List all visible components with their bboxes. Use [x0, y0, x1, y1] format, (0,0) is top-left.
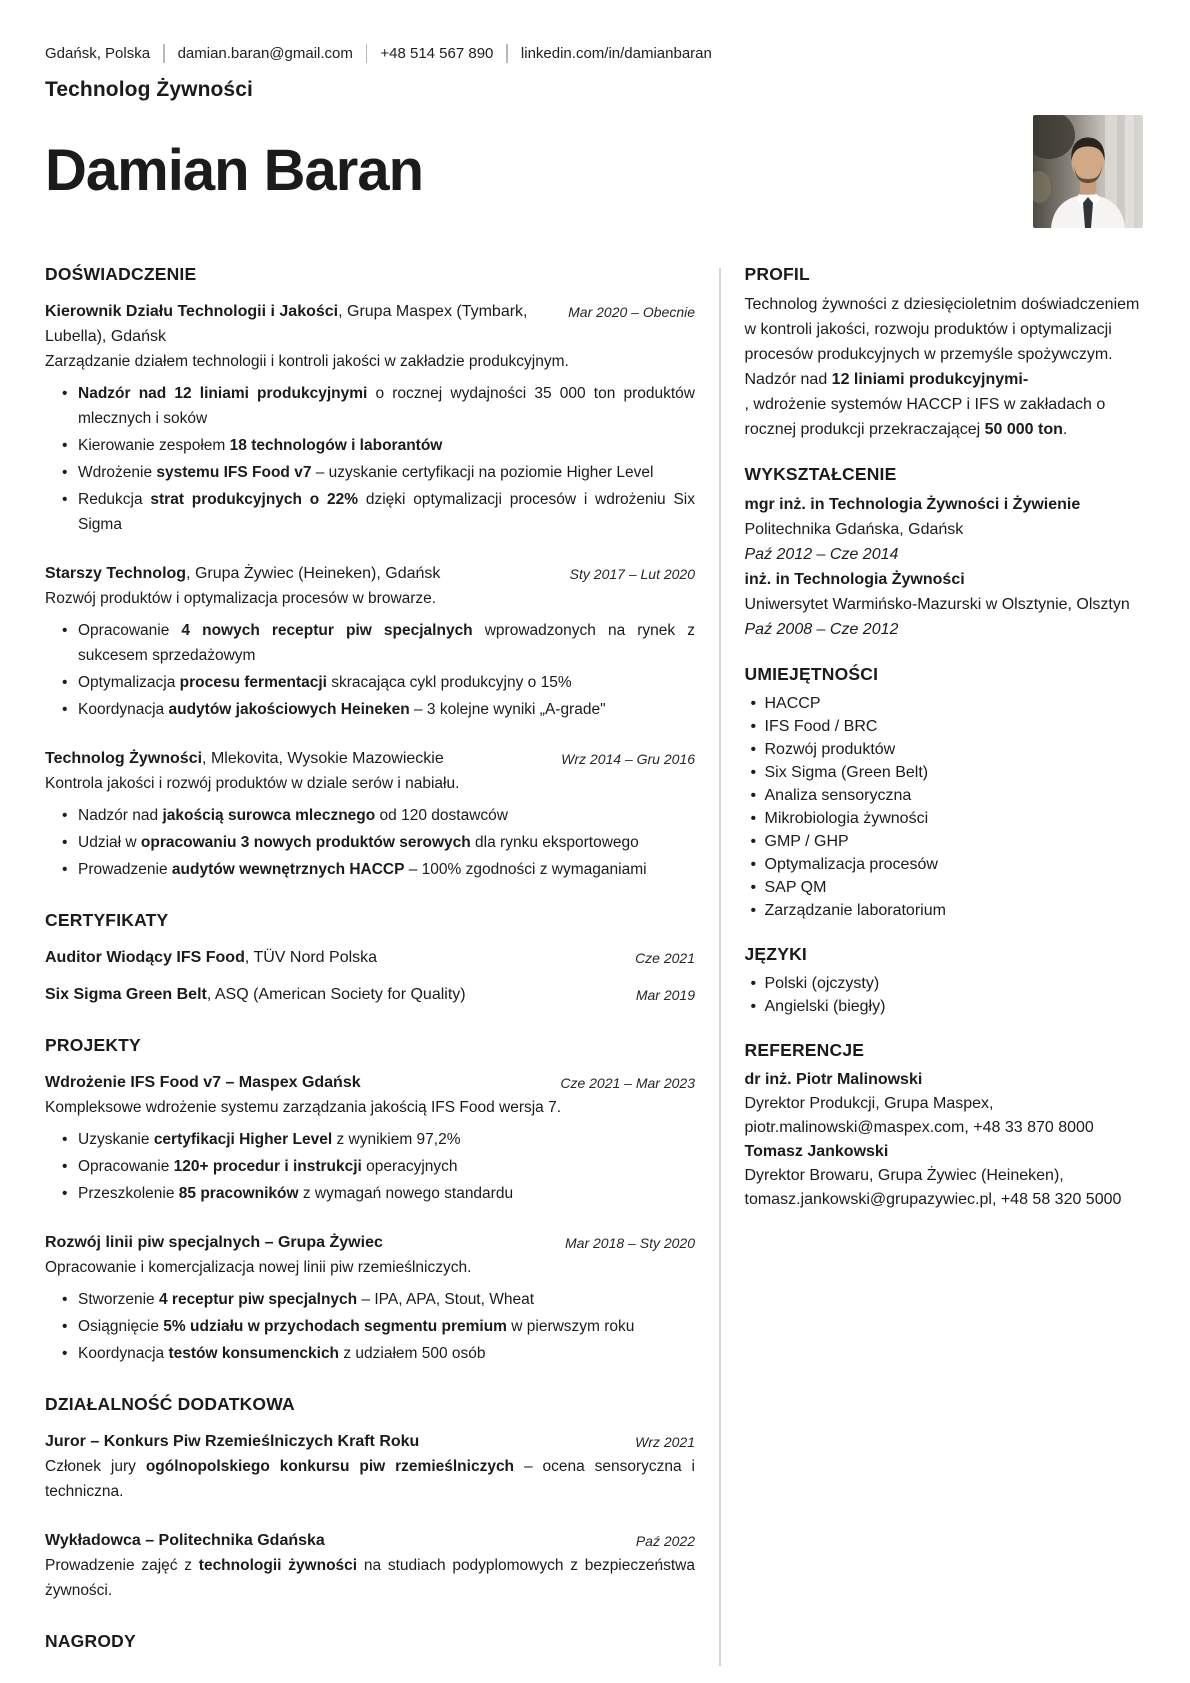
- skill-item: • Optymalizacja procesów: [765, 853, 1146, 876]
- entry-description: Rozwój produktów i optymalizacja procesów w browarze.: [45, 590, 437, 607]
- contact-row: [45, 44, 1145, 63]
- entry-date: Mar 2019: [635, 987, 695, 1003]
- bullet-item: • Przeszkolenie 85 pracowników z wymagań nowego standardu: [78, 1181, 695, 1206]
- section-heading: NAGRODY: [45, 1631, 136, 1651]
- skill-item: • IFS Food / BRC: [765, 715, 1146, 738]
- degree-title: mgr inż. in Technologia Żywności i Żywienie: [744, 496, 1081, 513]
- section-references: [745, 1040, 1146, 1212]
- entry-header: [45, 945, 695, 970]
- section-projects: [45, 1035, 695, 1366]
- section-heading: PROFIL: [744, 264, 810, 284]
- bullet-item: • Nadzór nad 12 liniami produkcyjnymi o rocznej wydajności 35 000 ton produktów mlecznych i soków: [78, 381, 695, 431]
- entry-date: Cze 2021 – Mar 2023: [560, 1075, 695, 1091]
- skills-list: [745, 692, 1146, 922]
- skill-item: • Analiza sensoryczna: [765, 784, 1146, 807]
- entry-title: Technolog Żywności, Mlekovita, Wysokie Mazowieckie: [45, 750, 444, 767]
- bullet-item: • Opracowanie 4 nowych receptur piw specjalnych wprowadzonych na rynek z sukcesem sprzedażowym: [78, 618, 695, 668]
- section-profile: [745, 264, 1146, 442]
- entry-description: Kontrola jakości i rozwój produktów w dziale serów i nabiału.: [45, 775, 460, 792]
- bullet-item: • Koordynacja audytów jakościowych Heineken – 3 kolejne wyniki „A-grade": [78, 697, 695, 722]
- entry: [45, 982, 695, 1007]
- entry-header: [45, 1429, 695, 1454]
- entry-date: Paź 2022: [635, 1533, 695, 1549]
- skill-item: • Zarządzanie laboratorium: [765, 899, 1146, 922]
- entry-title: Six Sigma Green Belt, ASQ (American Society for Quality): [45, 986, 466, 1003]
- entry-title: Wykładowca – Politechnika Gdańska: [45, 1532, 325, 1549]
- degree-title: inż. in Technologia Żywności: [744, 571, 965, 588]
- contact-separator: [366, 44, 368, 63]
- skill-item: • Six Sigma (Green Belt): [765, 761, 1146, 784]
- degree-school: Politechnika Gdańska, Gdańsk: [744, 521, 964, 538]
- section-heading: JĘZYKI: [744, 944, 807, 964]
- content-columns: [45, 264, 1145, 1666]
- skill-item: • Mikrobiologia żywności: [765, 807, 1146, 830]
- reference-entry: [745, 1068, 1146, 1140]
- entry-description: Członek jury ogólnopolskiego konkursu piw rzemieślniczych – ocena sensoryczna i techniczna.: [45, 1458, 695, 1500]
- bullet-item: • Udział w opracowaniu 3 nowych produktów serowych dla rynku eksportowego: [78, 830, 695, 855]
- bullet-item: • Koordynacja testów konsumenckich z udziałem 500 osób: [78, 1341, 695, 1366]
- section-entries: [45, 299, 695, 882]
- skill-item: • SAP QM: [765, 876, 1146, 899]
- bullet-item: • Prowadzenie audytów wewnętrznych HACCP – 100% zgodności z wymaganiami: [78, 857, 695, 882]
- entry-description: Zarządzanie działem technologii i kontroli jakości w zakładzie produkcyjnym.: [45, 353, 569, 370]
- section-awards: [45, 1631, 695, 1652]
- section-heading: DOŚWIADCZENIE: [45, 264, 197, 284]
- education-entry: [745, 567, 1146, 642]
- entry-bullets: [45, 1287, 695, 1366]
- entry-description: Opracowanie i komercjalizacja nowej linii piw rzemieślniczych.: [45, 1259, 472, 1276]
- section-languages: [745, 944, 1146, 1018]
- person-name: Damian Baran: [45, 138, 424, 203]
- entry: [45, 1230, 695, 1366]
- person-portrait-image: [1033, 115, 1143, 228]
- section-heading: REFERENCJE: [744, 1040, 865, 1060]
- contact-item: damian.baran@gmail.com: [177, 45, 353, 62]
- entry-date: Mar 2018 – Sty 2020: [565, 1235, 695, 1251]
- entry-header: [45, 746, 695, 771]
- portrait-illustration: [1033, 115, 1143, 228]
- section-heading: UMIEJĘTNOŚCI: [744, 664, 879, 684]
- entry: [45, 299, 695, 537]
- bullet-item: • Kierowanie zespołem 18 technologów i laborantów: [78, 433, 695, 458]
- section-entries: [45, 1070, 695, 1366]
- degree-dates: Paź 2008 – Cze 2012: [744, 621, 899, 638]
- section-entries: [45, 1429, 695, 1603]
- entry-header: [45, 1528, 695, 1553]
- entry-title: Rozwój linii piw specjalnych – Grupa Żywiec: [45, 1234, 383, 1251]
- entry: [45, 1528, 695, 1603]
- entry-title: Starszy Technolog, Grupa Żywiec (Heineken), Gdańsk: [45, 565, 441, 582]
- bullet-item: • Stworzenie 4 receptur piw specjalnych – IPA, APA, Stout, Wheat: [78, 1287, 695, 1312]
- entry-description: Kompleksowe wdrożenie systemu zarządzania jakością IFS Food wersja 7.: [45, 1099, 562, 1116]
- entry-title: Auditor Wiodący IFS Food, TÜV Nord Polska: [45, 949, 378, 966]
- entry-date: Cze 2021: [635, 950, 695, 966]
- degree-dates: Paź 2012 – Cze 2014: [744, 546, 899, 563]
- bullet-item: • Osiągnięcie 5% udziału w przychodach segmentu premium w pierwszym roku: [78, 1314, 695, 1339]
- entry-header: [45, 1230, 695, 1255]
- entry-bullets: [45, 803, 695, 882]
- education-entry: [745, 492, 1146, 567]
- entry: [45, 561, 695, 722]
- entry-bullets: [45, 1127, 695, 1206]
- section-certificates: [45, 910, 695, 1007]
- reference-details: Dyrektor Produkcji, Grupa Maspex, piotr.malinowski@maspex.com, +48 33 870 8000: [744, 1095, 1094, 1136]
- contact-item: +48 514 567 890: [380, 45, 494, 62]
- contact-item: linkedin.com/in/damianbaran: [520, 45, 712, 62]
- entry-date: Mar 2020 – Obecnie: [568, 304, 695, 320]
- section-entries: [45, 945, 695, 1007]
- profile-summary: Technolog żywności z dziesięcioletnim doświadczeniem w kontroli jakości, rozwoju produktów i optymalizacji procesów produkcyjnych w przemyśle spożywczym. Nadzór nad 12 liniami produkcyjnymi- , wdrożenie systemów HACCP i IFS w zakładach o rocznej produkcji przekraczającej 50 000 ton.: [744, 296, 1140, 438]
- contact-separator: [506, 44, 508, 63]
- entry-header: [45, 982, 695, 1007]
- contact-separator: [163, 44, 165, 63]
- entry-date: Wrz 2021: [635, 1434, 695, 1450]
- sidebar-column: [745, 264, 1146, 1666]
- skill-item: • GMP / GHP: [765, 830, 1146, 853]
- entry-header: [45, 299, 695, 349]
- section-education: [745, 464, 1146, 642]
- section-heading: CERTYFIKATY: [45, 910, 169, 930]
- entry-date: Sty 2017 – Lut 2020: [569, 566, 695, 582]
- column-divider: [719, 268, 721, 1666]
- entry: [45, 1070, 695, 1206]
- entry-description: Prowadzenie zajęć z technologii żywności na studiach podyplomowych z bezpieczeństwa żywności.: [45, 1557, 695, 1599]
- entry-title: Juror – Konkurs Piw Rzemieślniczych Kraft Roku: [45, 1433, 420, 1450]
- skill-item: • Rozwój produktów: [765, 738, 1146, 761]
- bullet-item: • Wdrożenie systemu IFS Food v7 – uzyskanie certyfikacji na poziomie Higher Level: [78, 460, 695, 485]
- section-heading: DZIAŁALNOŚĆ DODATKOWA: [45, 1394, 295, 1414]
- main-column: [45, 264, 695, 1666]
- section-experience: [45, 264, 695, 882]
- section-additional-activity: [45, 1394, 695, 1603]
- section-skills: [745, 664, 1146, 922]
- reference-name: dr inż. Piotr Malinowski: [744, 1071, 923, 1088]
- languages-list: [745, 972, 1146, 1018]
- entry: [45, 945, 695, 970]
- section-heading: WYKSZTAŁCENIE: [744, 464, 897, 484]
- entry-bullets: [45, 618, 695, 722]
- reference-name: Tomasz Jankowski: [744, 1143, 889, 1160]
- degree-school: Uniwersytet Warmińsko-Mazurski w Olsztynie, Olsztyn: [744, 596, 1130, 613]
- references-list: [745, 1068, 1146, 1212]
- bullet-item: • Redukcja strat produkcyjnych o 22% dzięki optymalizacji procesów i wdrożeniu Six Sigma: [78, 487, 695, 537]
- reference-entry: [745, 1140, 1146, 1212]
- bullet-item: • Optymalizacja procesu fermentacji skracająca cykl produkcyjny o 15%: [78, 670, 695, 695]
- education-list: [745, 492, 1146, 642]
- entry-header: [45, 1070, 695, 1095]
- bullet-item: • Uzyskanie certyfikacji Higher Level z wynikiem 97,2%: [78, 1127, 695, 1152]
- contact-item: Gdańsk, Polska: [45, 45, 151, 62]
- entry-bullets: [45, 381, 695, 537]
- bullet-item: • Opracowanie 120+ procedur i instrukcji operacyjnych: [78, 1154, 695, 1179]
- language-item: • Polski (ojczysty): [765, 972, 1146, 995]
- entry: [45, 746, 695, 882]
- entry: [45, 1429, 695, 1504]
- reference-details: Dyrektor Browaru, Grupa Żywiec (Heineken), tomasz.jankowski@grupazywiec.pl, +48 58 320 5000: [744, 1167, 1122, 1208]
- skill-item: • HACCP: [765, 692, 1146, 715]
- bullet-item: • Nadzór nad jakością surowca mlecznego od 120 dostawców: [78, 803, 695, 828]
- language-item: • Angielski (biegły): [765, 995, 1146, 1018]
- entry-header: [45, 561, 695, 586]
- section-heading: PROJEKTY: [45, 1035, 141, 1055]
- role-title: Technolog Żywności: [45, 78, 253, 101]
- entry-date: Wrz 2014 – Gru 2016: [561, 751, 695, 767]
- entry-title: Kierownik Działu Technologii i Jakości, Grupa Maspex (Tymbark, Lubella), Gdańsk: [45, 303, 528, 345]
- entry-title: Wdrożenie IFS Food v7 – Maspex Gdańsk: [45, 1074, 361, 1091]
